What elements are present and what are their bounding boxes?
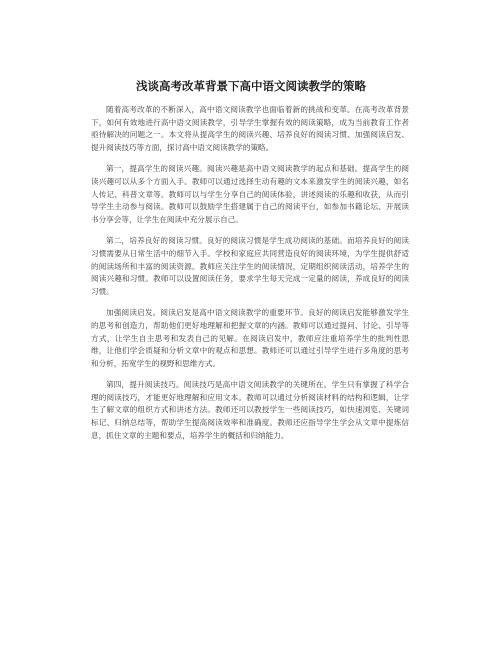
document-title: 浅谈高考改革背景下高中语文阅读教学的策略 [136,79,366,93]
paragraph-reading-habits: 第二，培养良好的阅读习惯。良好的阅读习惯是学生成功阅读的基础。而培养良好的阅读习惯需要从日常生活中的细节入手。学校和家庭应共同营造良好的阅读环境，为学生提供舒适的阅读场所和丰富的阅读资源。教师应关注学生的阅读情况，定期组织阅读活动，培养学生的阅读兴趣和习惯。教师可以设置阅读任务，要求学生每天完成一定量的阅读，养成良好的阅读习惯。 [91,236,409,296]
document-body [91,104,409,451]
paragraph-reading-interest: 第一，提高学生的阅读兴趣。阅读兴趣是高中语文阅读教学的起点和基础。提高学生的阅读兴趣可以从多个方面入手。教师可以通过选择生动有趣的文本来激发学生的阅读兴趣，如名人传记、科普文章等。教师可以与学生分享自己的阅读体验，讲述阅读的乐趣和收获，从而引导学生主动参与阅读。教师可以鼓励学生搭建属于自己的阅读平台，如参加书籍论坛、开展读书分享会等，让学生在阅读中充分展示自己。 [91,164,409,224]
paragraph-reading-skills: 第四，提升阅读技巧。阅读技巧是高中语文阅读教学的关键所在。学生只有掌握了科学合理的阅读技巧，才能更好地理解和应用文本。教师可以通过分析阅读材料的结构和逻辑，让学生了解文章的组织方式和讲述方法。教师还可以教授学生一些阅读技巧，如快速浏览、关键词标记、归纳总结等，帮助学生提高阅读效率和准确度。教师还应指导学生学会从文章中提炼信息，抓住文章的主题和要点，培养学生的概括和归纳能力。 [91,380,409,440]
paragraph-reading-inspiration: 加强阅读启发。阅读启发是高中语文阅读教学的重要环节。良好的阅读启发能够激发学生的思考和创造力，帮助他们更好地理解和把握文章的内涵。教师可以通过提问、讨论、引导等方式，让学生自主思考和发表自己的见解。在阅读启发中，教师应注重培养学生的批判性思维，让他们学会质疑和分析文章中的观点和思想。教师还可以通过引导学生进行多角度的思考和分析，拓宽学生的视野和思维方式。 [91,308,409,368]
paragraph-intro: 随着高考改革的不断深入，高中语文阅读教学也面临着新的挑战和变革。在高考改革背景下，如何有效地进行高中语文阅读教学，引导学生掌握有效的阅读策略，成为当前教育工作者亟待解决的问题之一。本文将从提高学生的阅读兴趣、培养良好的阅读习惯、加强阅读启发、提升阅读技巧等方面，探讨高中语文阅读教学的策略。 [91,105,409,152]
